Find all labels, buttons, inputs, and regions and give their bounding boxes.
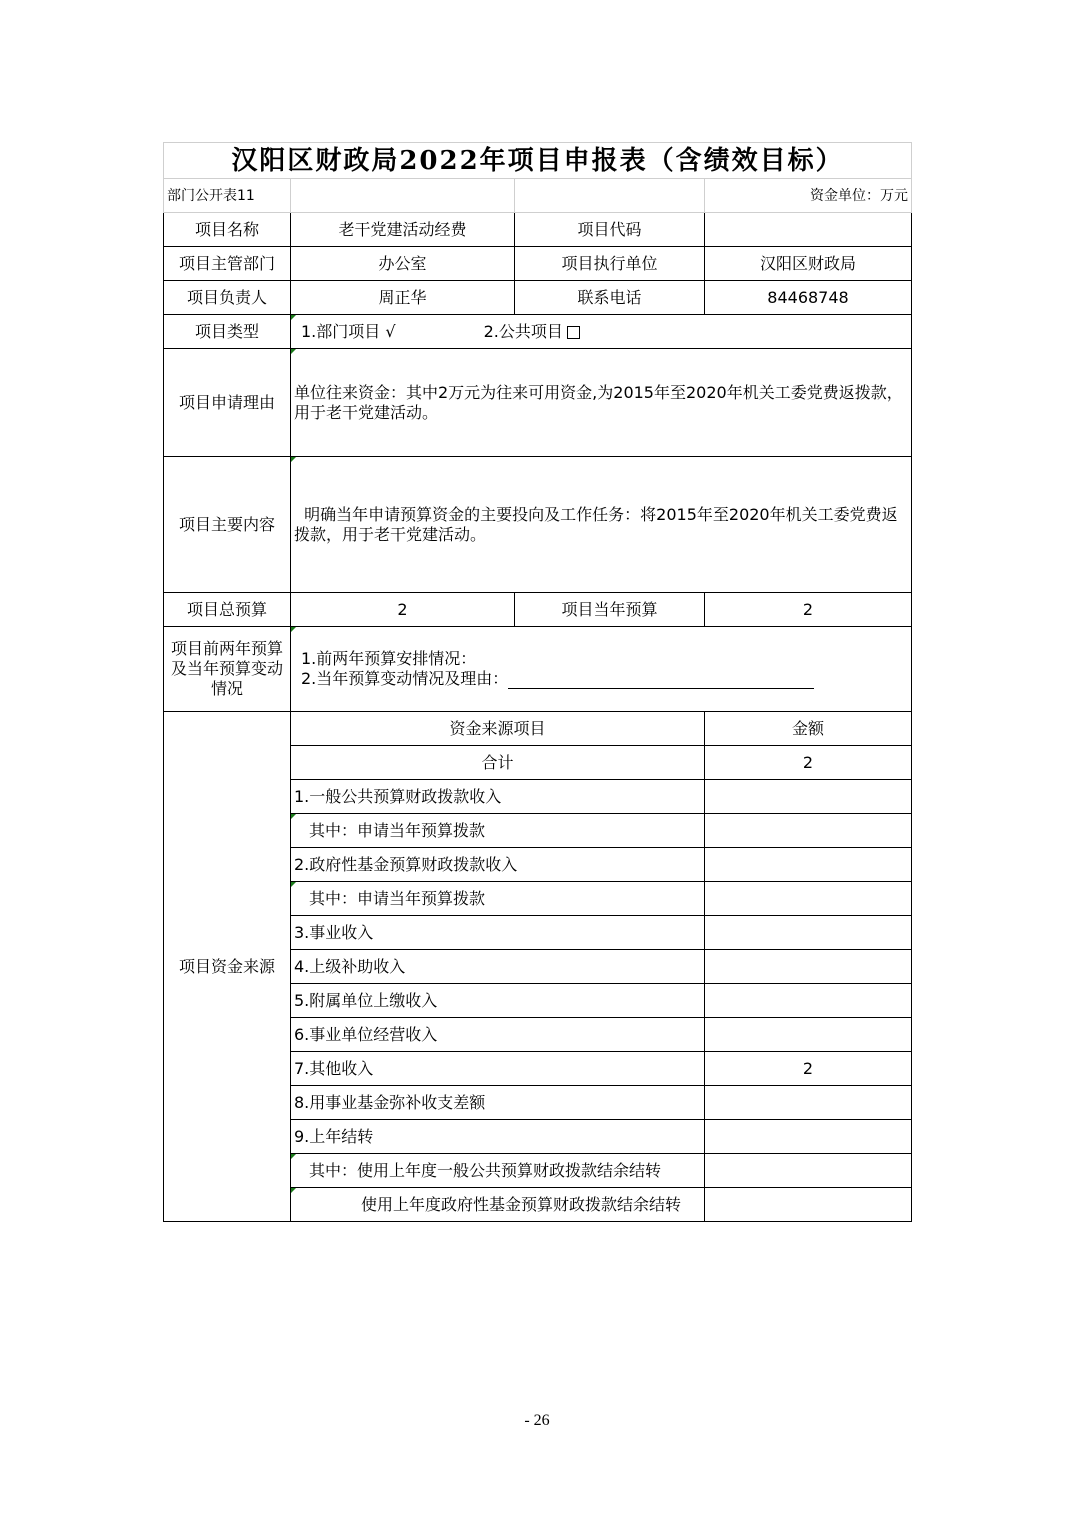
- label-project-code: 项目代码: [515, 213, 705, 247]
- funding-row-item: 其中：申请当年预算拨款: [291, 882, 705, 916]
- empty-cell: [515, 179, 705, 213]
- funding-row-amount: [705, 780, 912, 814]
- label-owner: 项目负责人: [164, 281, 291, 315]
- funding-row-item: 6.事业单位经营收入: [291, 1018, 705, 1052]
- funding-row-item: 9.上年结转: [291, 1120, 705, 1154]
- empty-cell: [291, 179, 515, 213]
- funding-row-amount: [705, 916, 912, 950]
- label-exec-unit: 项目执行单位: [515, 247, 705, 281]
- type-option-public: 2.公共项目: [483, 321, 563, 341]
- funding-row-item: 使用上年度政府性基金预算财政拨款结余结转: [291, 1188, 705, 1222]
- label-phone: 联系电话: [515, 281, 705, 315]
- value-type: [291, 315, 912, 349]
- funding-row-item: 8.用事业基金弥补收支差额: [291, 1086, 705, 1120]
- funding-row-item: 5.附属单位上缴收入: [291, 984, 705, 1018]
- value-total-budget: 2: [291, 593, 515, 627]
- currency-unit: 资金单位：万元: [705, 179, 912, 213]
- page-number: - 26: [524, 1412, 550, 1429]
- value-project-code: [705, 213, 912, 247]
- funding-row-amount: [705, 950, 912, 984]
- changes-line-2: 2.当年预算变动情况及理由：: [301, 669, 908, 689]
- value-project-name: 老干党建活动经费: [291, 213, 515, 247]
- funding-row-amount: [705, 814, 912, 848]
- value-owner: 周正华: [291, 281, 515, 315]
- value-exec-unit: 汉阳区财政局: [705, 247, 912, 281]
- funding-row-item: 其中：使用上年度一般公共预算财政拨款结余结转: [291, 1154, 705, 1188]
- value-content: 明确当年申请预算资金的主要投向及工作任务：将2015年至2020年机关工委党费返拨款，用于老干党建活动。: [291, 457, 912, 593]
- funding-row-amount: [705, 1086, 912, 1120]
- type-option-dept: 1.部门项目 √: [301, 321, 396, 341]
- funding-row-amount: 2: [705, 1052, 912, 1086]
- label-reason: 项目申请理由: [164, 349, 291, 457]
- funding-row-item: 7.其他收入: [291, 1052, 705, 1086]
- value-phone: 84468748: [705, 281, 912, 315]
- changes-line-1: 1.前两年预算安排情况：: [301, 649, 477, 668]
- funding-row-item: 3.事业收入: [291, 916, 705, 950]
- funding-row-amount: [705, 1188, 912, 1222]
- funding-row-item: 1.一般公共预算财政拨款收入: [291, 780, 705, 814]
- funding-header-item: 资金来源项目: [291, 712, 705, 746]
- project-application-form: [163, 142, 912, 1222]
- table-number: 部门公开表11: [164, 179, 291, 213]
- checkbox-icon: [567, 326, 580, 339]
- funding-row-item: 4.上级补助收入: [291, 950, 705, 984]
- value-changes: [291, 627, 912, 712]
- label-type: 项目类型: [164, 315, 291, 349]
- funding-row-amount: 2: [705, 746, 912, 780]
- funding-header-amount: 金额: [705, 712, 912, 746]
- funding-row-amount: [705, 1120, 912, 1154]
- label-project-name: 项目名称: [164, 213, 291, 247]
- funding-row-item: 2.政府性基金预算财政拨款收入: [291, 848, 705, 882]
- label-year-budget: 项目当年预算: [515, 593, 705, 627]
- fill-in-blank: [508, 672, 814, 689]
- label-total-budget: 项目总预算: [164, 593, 291, 627]
- label-changes: 项目前两年预算及当年预算变动情况: [164, 627, 291, 712]
- funding-row-amount: [705, 1018, 912, 1052]
- funding-row-amount: [705, 882, 912, 916]
- value-year-budget: 2: [705, 593, 912, 627]
- value-reason: 单位往来资金：其中2万元为往来可用资金,为2015年至2020年机关工委党费返拨款，用于老干党建活动。: [291, 349, 912, 457]
- funding-row-amount: [705, 848, 912, 882]
- label-funding-source: 项目资金来源: [164, 712, 291, 1222]
- label-content: 项目主要内容: [164, 457, 291, 593]
- funding-row-item: 合计: [291, 746, 705, 780]
- form-title: 汉阳区财政局2022年项目申报表（含绩效目标）: [164, 143, 912, 179]
- value-dept: 办公室: [291, 247, 515, 281]
- label-dept: 项目主管部门: [164, 247, 291, 281]
- funding-row-item: 其中：申请当年预算拨款: [291, 814, 705, 848]
- funding-row-amount: [705, 984, 912, 1018]
- funding-row-amount: [705, 1154, 912, 1188]
